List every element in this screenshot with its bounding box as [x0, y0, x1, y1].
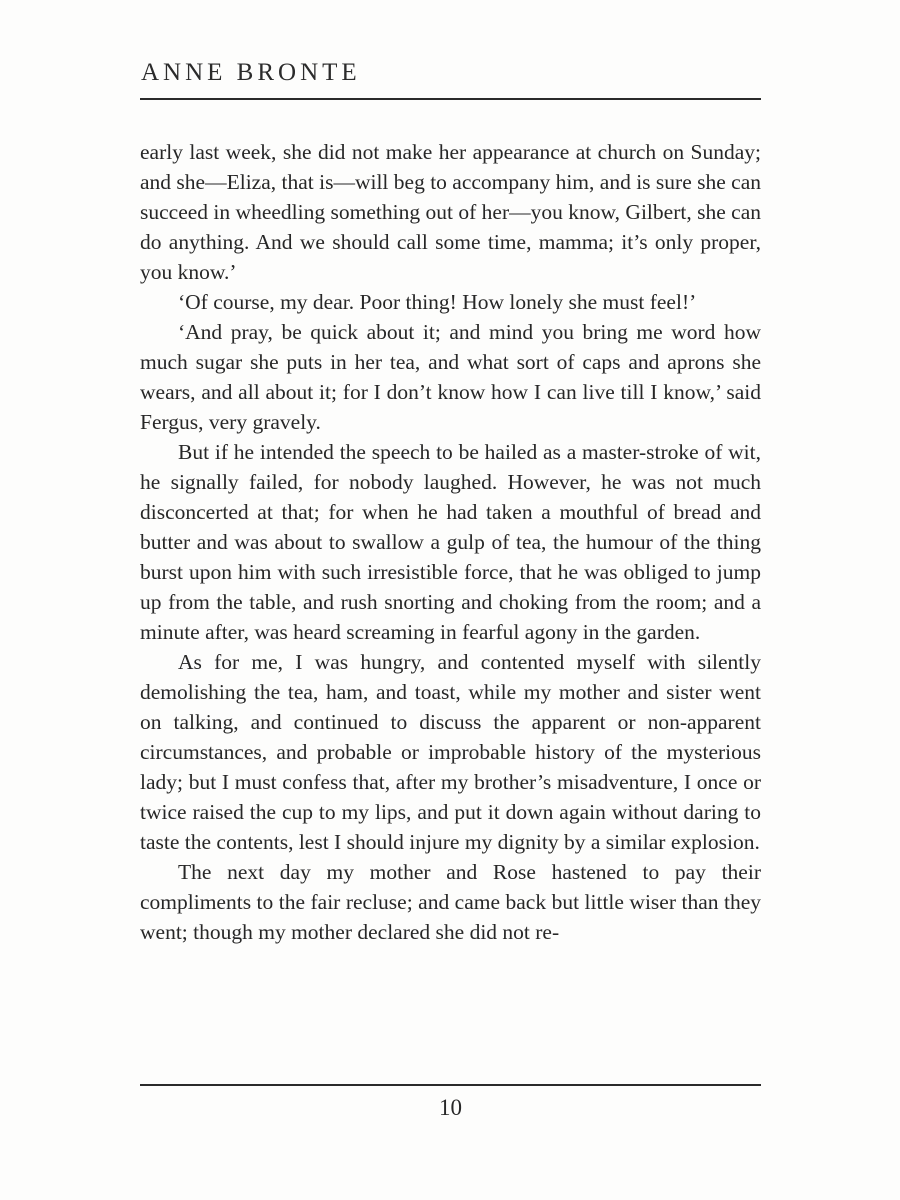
- page-number: 10: [439, 1095, 462, 1120]
- paragraph: early last week, she did not make her appearance at church on Sunday; and she—Eliza, that is—will beg to accompany him, and is sure she can succeed in wheedling something out of her—you know, Gilbert, she can do anything. And we should call some time, mamma; it’s only proper, you know.’: [140, 140, 761, 284]
- paragraph: But if he intended the speech to be hailed as a master-stroke of wit, he signally failed, for nobody laughed. However, he was not much disconcerted at that; for when he had taken a mouthful of bread and butter and was about to swallow a gulp of tea, the humour of the thing burst upon him with such irresistible force, that he was obliged to jump up from the table, and rush snorting and choking from the room; and a minute after, was heard screaming in fearful agony in the garden.: [140, 440, 761, 644]
- footer-rule: [140, 1084, 761, 1086]
- paragraph: As for me, I was hungry, and contented myself with silently demolishing the tea, ham, and toast, while my mother and sister went on talking, and continued to discuss the apparent or non-apparent circumstances, and probable or improbable history of the mysterious lady; but I must confess that, after my brother’s misadventure, I once or twice raised the cup to my lips, and put it down again without daring to taste the contents, lest I should injure my dignity by a similar explosion.: [140, 650, 761, 854]
- paragraph: ‘Of course, my dear. Poor thing! How lonely she must feel!’: [178, 290, 697, 314]
- paragraph: The next day my mother and Rose hastened to pay their compliments to the fair recluse; and came back but little wiser than they went; though my mother declared she did not re-: [140, 860, 761, 944]
- running-header: ANNE BRONTE: [141, 59, 361, 86]
- header-rule: [140, 98, 761, 100]
- paragraph: ‘And pray, be quick about it; and mind you bring me word how much sugar she puts in her tea, and what sort of caps and aprons she wears, and all about it; for I don’t know how I can live till I know,’ said Fergus, very gravely.: [140, 320, 761, 434]
- body-text: [140, 137, 761, 947]
